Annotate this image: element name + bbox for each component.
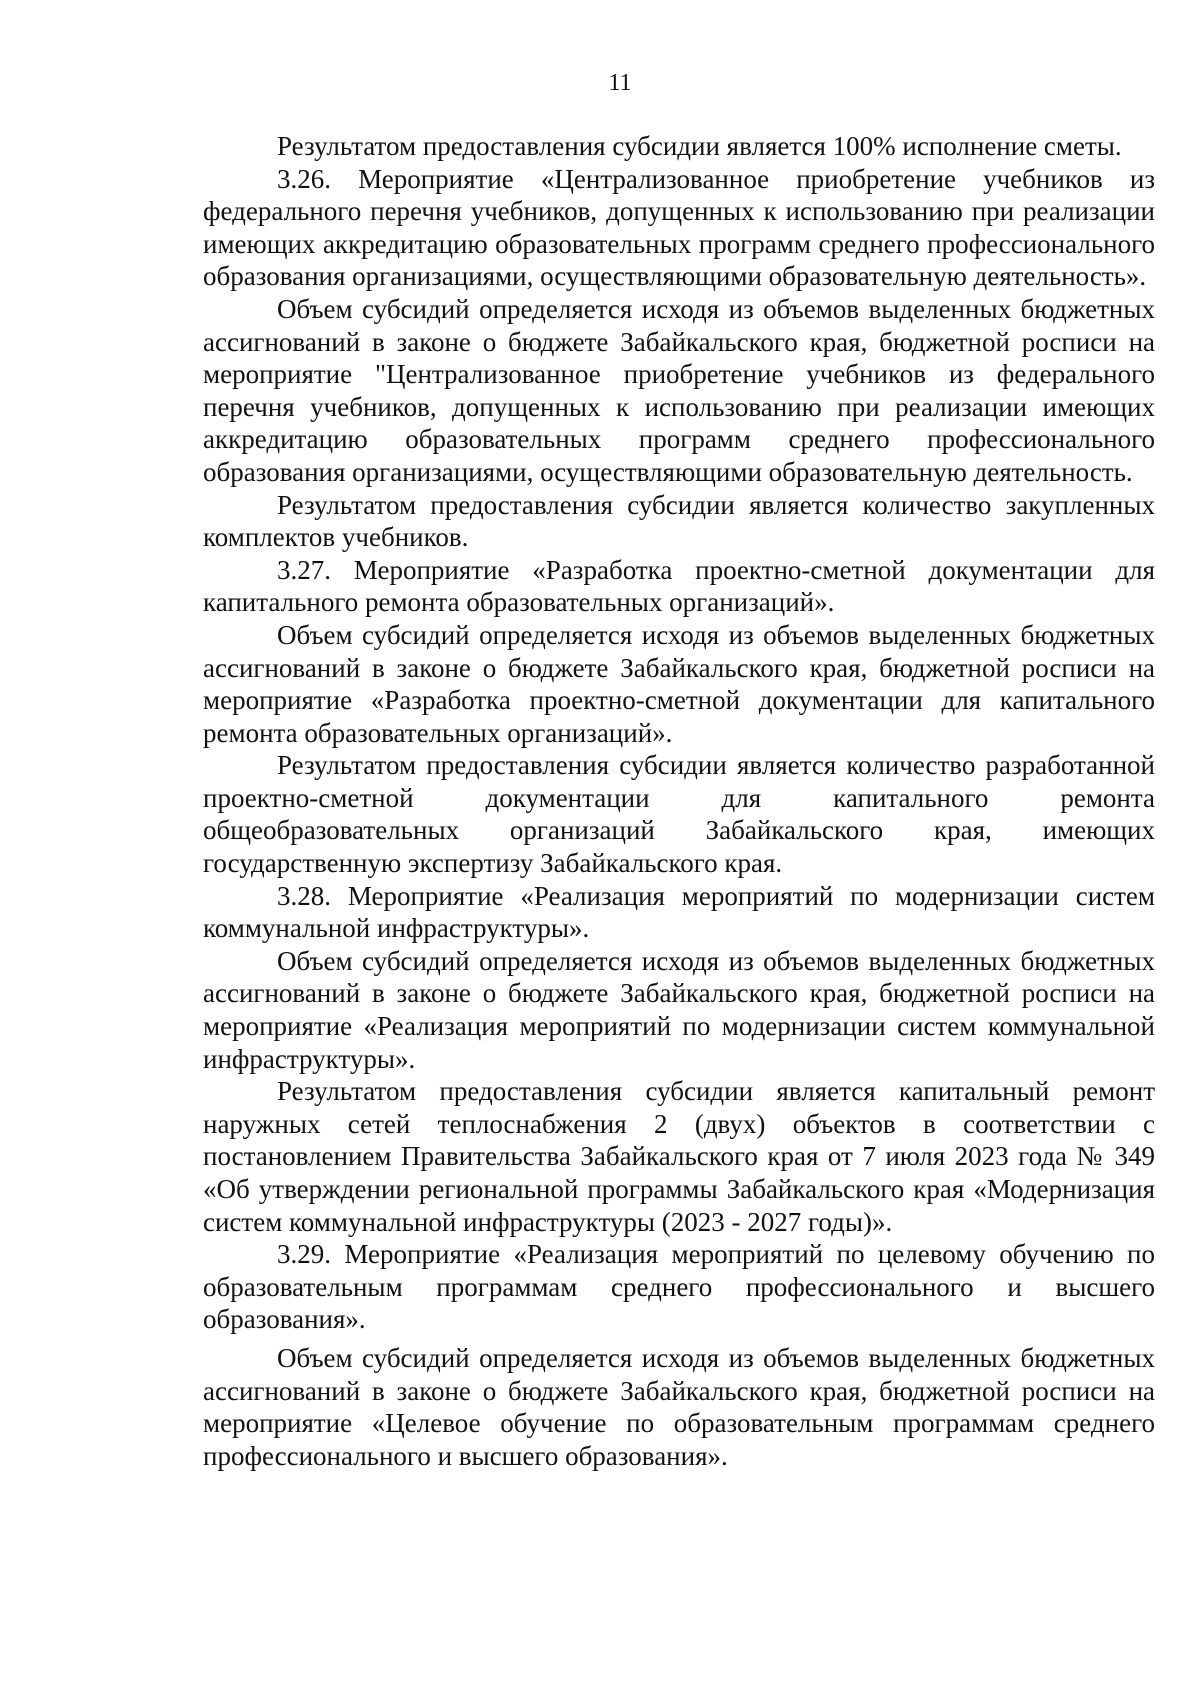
paragraph-3-29-heading: 3.29. Мероприятие «Реализация мероприятий по целевому обучению по образовательным программам среднего профессионального и высшего образования». bbox=[203, 1239, 1155, 1335]
document-body bbox=[203, 130, 1155, 1472]
paragraph-3-26-heading: 3.26. Мероприятие «Централизованное приобретение учебников из федерального перечня учебников, допущенных к использованию при реализации имеющих аккредитацию образовательных программ среднего профессионального образования организациями, осуществляющими образовательную деятельность». bbox=[203, 163, 1155, 292]
paragraph-3-29-volume: Объем субсидий определяется исходя из объемов выделенных бюджетных ассигнований в законе о бюджете Забайкальского края, бюджетной росписи на мероприятие «Целевое обучение по образовательным программам среднего профессионального и высшего образования». bbox=[203, 1342, 1155, 1471]
paragraph-3-26-volume: Объем субсидий определяется исходя из объемов выделенных бюджетных ассигнований в законе о бюджете Забайкальского края, бюджетной росписи на мероприятие "Централизованное приобретение учебников из федерального перечня учебников, допущенных к использованию при реализации имеющих аккредитацию образовательных программ среднего профессионального образования организациями, осуществляющими образовательную деятельность. bbox=[203, 293, 1155, 487]
page-number: 11 bbox=[608, 70, 632, 96]
paragraph-3-26-result: Результатом предоставления субсидии является количество закупленных комплектов учебников. bbox=[203, 489, 1155, 553]
paragraph-3-27-volume: Объем субсидий определяется исходя из объемов выделенных бюджетных ассигнований в законе о бюджете Забайкальского края, бюджетной росписи на мероприятие «Разработка проектно-сметной документации для капитального ремонта образовательных организаций». bbox=[203, 619, 1155, 748]
paragraph-3-27-result: Результатом предоставления субсидии является количество разработанной проектно-сметной документации для капитального ремонта общеобразовательных организаций Забайкальского края, имеющих государственную экспертизу Забайкальского края. bbox=[203, 750, 1155, 879]
paragraph-3-28-heading: 3.28. Мероприятие «Реализация мероприятий по модернизации систем коммунальной инфраструктуры». bbox=[203, 880, 1155, 944]
paragraph-3-28-volume: Объем субсидий определяется исходя из объемов выделенных бюджетных ассигнований в законе о бюджете Забайкальского края, бюджетной росписи на мероприятие «Реализация мероприятий по модернизации систем коммунальной инфраструктуры». bbox=[203, 945, 1155, 1074]
paragraph-result-estimate: Результатом предоставления субсидии является 100% исполнение сметы. bbox=[277, 131, 1122, 161]
paragraph-3-27-heading: 3.27. Мероприятие «Разработка проектно-сметной документации для капитального ремонта образовательных организаций». bbox=[203, 554, 1155, 618]
paragraph-3-28-result: Результатом предоставления субсидии является капитальный ремонт наружных сетей теплоснабжения 2 (двух) объектов в соответствии с постановлением Правительства Забайкальского края от 7 июля 2023 года № 349 «Об утверждении региональной программы Забайкальского края «Модернизация систем коммунальной инфраструктуры (2023 - 2027 годы)». bbox=[203, 1076, 1155, 1237]
